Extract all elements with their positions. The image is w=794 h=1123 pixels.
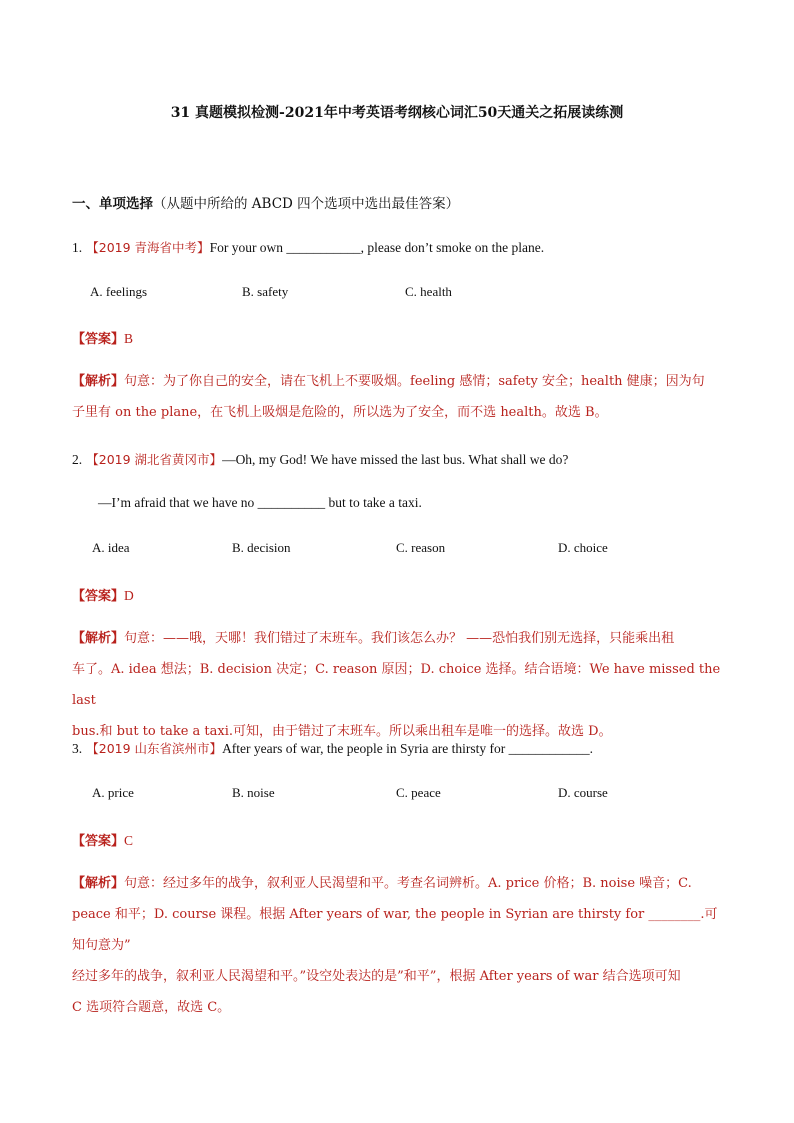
explanation-line: 子里有 on the plane，在飞机上吸烟是危险的，所以选为了安全，而不选 health。故选 B。: [72, 405, 608, 420]
answer-tag: 【答案】: [72, 834, 125, 849]
question-number: 2.: [72, 452, 83, 467]
explanation-line: 【解析】句意：——哦，天哪！我们错过了末班车。我们该怎么办？ ——恐怕我们别无选择，只能乘出租: [72, 631, 675, 646]
question-source: 【2019 山东省滨州市】: [86, 741, 223, 756]
option-c: C. peace: [396, 785, 441, 800]
explanation-block: [72, 868, 724, 1023]
question-source: 【2019 湖北省黄冈市】: [86, 452, 223, 467]
explanation-tag: 【解析】: [72, 631, 125, 646]
answer-tag: 【答案】: [72, 589, 125, 604]
document-title: 31 真题模拟检测-2021年中考英语考纲核心词汇50天通关之拓展读练测: [170, 105, 624, 121]
explanation-line: bus.和 but to take a taxi.可知，由于错过了末班车。所以乘出租车是唯一的选择。故选 D。: [72, 724, 612, 739]
section-heading: [72, 192, 459, 212]
option-a: A. feelings: [90, 284, 148, 299]
answer-line: [72, 328, 133, 347]
answer-line: [72, 585, 134, 604]
explanation-line: 经过多年的战争，叙利亚人民渴望和平。”设空处表达的是”和平”，根据 After years of war 结合选项可知: [72, 969, 681, 984]
question-number: 3.: [72, 741, 83, 756]
section-heading-label: 一、单项选择: [72, 196, 153, 212]
answer-tag: 【答案】: [72, 332, 125, 347]
explanation-tag: 【解析】: [72, 374, 125, 389]
explanation-line: 车了。A. idea 想法；B. decision 决定；C. reason 原因；D. choice 选择。结合语境：We have missed the last: [72, 662, 721, 708]
option-c: C. reason: [396, 540, 446, 555]
question-2-stem-line: [72, 450, 568, 468]
explanation-line: peace 和平；D. course 课程。根据 After years of war, the people in Syrian are thirsty for ________.可知句意为”: [72, 907, 718, 953]
option-a: A. price: [92, 785, 134, 800]
option-b: B. decision: [232, 540, 291, 555]
question-stem: After years of war, the people in Syria are thirsty for ____________.: [222, 741, 594, 756]
option-d: D. course: [558, 785, 608, 800]
question-source: 【2019 青海省中考】: [86, 240, 210, 255]
question-2-stem-line-2: [98, 495, 422, 511]
option-b: B. noise: [232, 785, 275, 800]
explanation-line: 【解析】句意：经过多年的战争，叙利亚人民渴望和平。考查名词辨析。A. price 价格；B. noise 噪音；C.: [72, 876, 692, 891]
question-stem: For your own ___________, please don’t smoke on the plane.: [209, 240, 545, 255]
explanation-block: [72, 623, 724, 747]
option-a: A. idea: [92, 540, 130, 555]
answer-value: B: [124, 331, 134, 346]
question-1-stem-line: [72, 238, 544, 256]
question-3-stem-line: [72, 739, 593, 757]
option-c: C. health: [405, 284, 452, 299]
answer-value: D: [124, 588, 134, 603]
explanation-block: [72, 366, 724, 428]
explanation-line: 【解析】句意：为了你自己的安全，请在飞机上不要吸烟。feeling 感情；safety 安全；health 健康；因为句: [72, 374, 705, 389]
answer-value: C: [124, 833, 134, 848]
explanation-line: C 选项符合题意，故选 C。: [72, 1000, 231, 1015]
option-b: B. safety: [242, 284, 289, 299]
explanation-tag: 【解析】: [72, 876, 125, 891]
question-stem-2: —I’m afraid that we have no __________ but to take a taxi.: [98, 495, 422, 510]
option-d: D. choice: [558, 540, 608, 555]
question-number: 1.: [72, 240, 83, 255]
question-stem: —Oh, my God! We have missed the last bus. What shall we do?: [222, 452, 569, 467]
section-heading-note: （从题中所给的 ABCD 四个选项中选出最佳答案）: [153, 196, 460, 212]
answer-line: [72, 830, 133, 849]
